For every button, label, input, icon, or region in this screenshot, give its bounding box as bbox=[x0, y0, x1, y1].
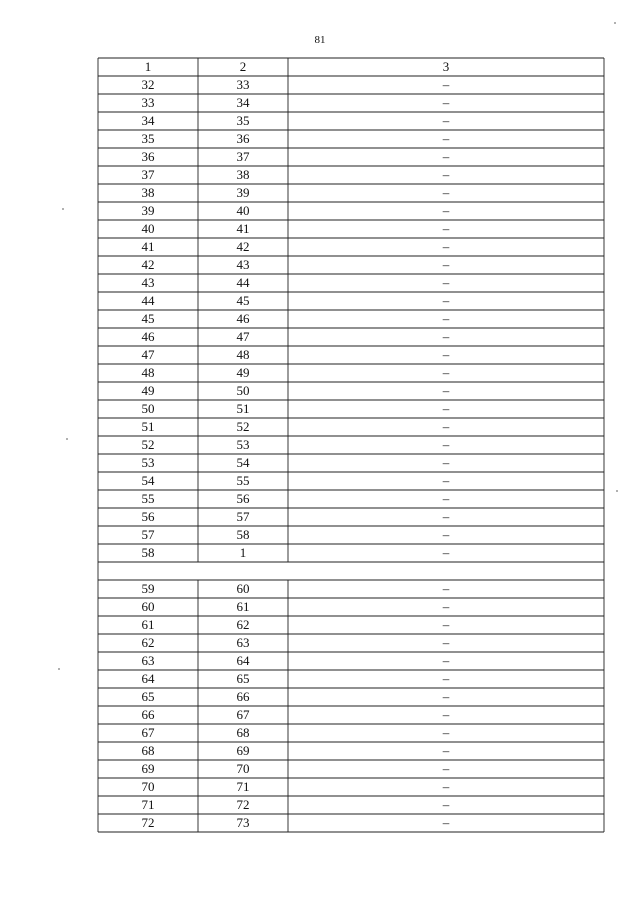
table-cell-col1: 67 bbox=[141, 725, 155, 740]
table-row bbox=[98, 778, 604, 796]
table-row bbox=[98, 184, 604, 202]
table-row bbox=[98, 364, 604, 382]
table-cell-col3: – bbox=[442, 221, 450, 236]
table-cell-col1: 45 bbox=[141, 311, 155, 326]
table-cell-col2: 35 bbox=[236, 113, 250, 128]
table-cell-col2: 36 bbox=[236, 131, 250, 146]
table-cell-col2: 60 bbox=[236, 581, 250, 596]
table-row bbox=[98, 202, 604, 220]
table-cell-col3: – bbox=[442, 797, 450, 812]
table-cell-col3: – bbox=[442, 527, 450, 542]
table-row bbox=[98, 220, 604, 238]
table-cell-col2: 57 bbox=[236, 509, 250, 524]
table-cell-col3: – bbox=[442, 257, 450, 272]
table-cell-col3: – bbox=[442, 707, 450, 722]
table-cell-col1: 58 bbox=[141, 545, 155, 560]
table-cell-col2: 52 bbox=[236, 419, 250, 434]
table-cell-col1: 64 bbox=[141, 671, 155, 686]
table-cell-col2: 66 bbox=[236, 689, 250, 704]
table-cell-col3: – bbox=[442, 473, 450, 488]
table-cell-col1: 43 bbox=[141, 275, 155, 290]
table-row bbox=[98, 724, 604, 742]
table-cell-col1: 65 bbox=[141, 689, 155, 704]
table-cell-col1: 56 bbox=[141, 509, 155, 524]
table-cell-col2: 58 bbox=[236, 527, 250, 542]
table-cell-col1: 63 bbox=[141, 653, 155, 668]
table-cell-col1: 57 bbox=[141, 527, 155, 542]
table-cell-col1: 32 bbox=[141, 77, 155, 92]
table-row bbox=[98, 400, 604, 418]
table-cell-col1: 52 bbox=[141, 437, 155, 452]
table-cell-col3: – bbox=[442, 815, 450, 830]
table-row bbox=[98, 670, 604, 688]
table-cell-col3: – bbox=[442, 77, 450, 92]
table-cell-col3: – bbox=[442, 671, 450, 686]
table-cell-col3: – bbox=[442, 131, 450, 146]
table-cell-col3: – bbox=[442, 239, 450, 254]
table-cell-col2: 61 bbox=[236, 599, 250, 614]
table-cell-col1: 48 bbox=[141, 365, 155, 380]
table-cell-col1: 50 bbox=[141, 401, 155, 416]
table-cell-col3: – bbox=[442, 761, 450, 776]
table-cell-col2: 54 bbox=[236, 455, 250, 470]
table-cell-col2: 43 bbox=[236, 257, 250, 272]
table-row bbox=[98, 742, 604, 760]
table-row bbox=[98, 166, 604, 184]
table-cell-col3: – bbox=[442, 779, 450, 794]
table-cell-col1: 39 bbox=[141, 203, 155, 218]
page-number: 81 bbox=[314, 34, 326, 46]
column-header-2: 2 bbox=[239, 59, 247, 74]
table-cell-col1: 72 bbox=[141, 815, 155, 830]
table-cell-col1: 59 bbox=[141, 581, 155, 596]
table-cell-col2: 55 bbox=[236, 473, 250, 488]
table-cell-col1: 55 bbox=[141, 491, 155, 506]
table-cell-col1: 62 bbox=[141, 635, 155, 650]
table-row bbox=[98, 346, 604, 364]
table-cell-col2: 45 bbox=[236, 293, 250, 308]
table-cell-col2: 44 bbox=[236, 275, 250, 290]
table-cell-col3: – bbox=[442, 455, 450, 470]
column-header-3: 3 bbox=[442, 59, 450, 74]
table-cell-col3: – bbox=[442, 545, 450, 560]
table-row bbox=[98, 94, 604, 112]
table-cell-col2: 67 bbox=[236, 707, 250, 722]
table-cell-col1: 61 bbox=[141, 617, 155, 632]
table-cell-col2: 38 bbox=[236, 167, 250, 182]
table-cell-col1: 36 bbox=[141, 149, 155, 164]
table-cell-col3: – bbox=[442, 743, 450, 758]
table-cell-col3: – bbox=[442, 311, 450, 326]
table-cell-col3: – bbox=[442, 293, 450, 308]
table-cell-col2: 1 bbox=[239, 545, 247, 560]
table-cell-col2: 46 bbox=[236, 311, 250, 326]
table-blank-separator-row bbox=[98, 562, 604, 580]
table-cell-col1: 70 bbox=[141, 779, 155, 794]
table-cell-col2: 37 bbox=[236, 149, 250, 164]
table-row bbox=[98, 418, 604, 436]
table-cell-col3: – bbox=[442, 383, 450, 398]
table-row bbox=[98, 76, 604, 94]
table-cell-col3: – bbox=[442, 437, 450, 452]
table-row bbox=[98, 706, 604, 724]
table-cell-col2: 65 bbox=[236, 671, 250, 686]
table-cell-col1: 41 bbox=[141, 239, 155, 254]
table-cell-col3: – bbox=[442, 365, 450, 380]
table-cell-col1: 54 bbox=[141, 473, 155, 488]
table-cell-col2: 47 bbox=[236, 329, 250, 344]
table-row bbox=[98, 544, 604, 562]
table-cell-col1: 44 bbox=[141, 293, 155, 308]
table-cell-col2: 33 bbox=[236, 77, 250, 92]
table-cell-col2: 68 bbox=[236, 725, 250, 740]
column-header-1: 1 bbox=[144, 59, 152, 74]
table-cell-col3: – bbox=[442, 185, 450, 200]
table-cell-col1: 53 bbox=[141, 455, 155, 470]
table-row bbox=[98, 796, 604, 814]
table-cell-col1: 68 bbox=[141, 743, 155, 758]
table-row bbox=[98, 382, 604, 400]
table-cell-col2: 64 bbox=[236, 653, 250, 668]
table-cell-col3: – bbox=[442, 617, 450, 632]
table-row bbox=[98, 148, 604, 166]
table-cell-col1: 40 bbox=[141, 221, 155, 236]
table-cell-col3: – bbox=[442, 347, 450, 362]
table-row bbox=[98, 526, 604, 544]
table-row bbox=[98, 616, 604, 634]
table-cell-col1: 69 bbox=[141, 761, 155, 776]
table-row bbox=[98, 274, 604, 292]
table-cell-col2: 49 bbox=[236, 365, 250, 380]
table-cell-col3: – bbox=[442, 275, 450, 290]
table-row bbox=[98, 292, 604, 310]
table-row bbox=[98, 472, 604, 490]
table-cell-col2: 40 bbox=[236, 203, 250, 218]
table-cell-col2: 72 bbox=[236, 797, 250, 812]
table-row bbox=[98, 652, 604, 670]
table-row bbox=[98, 634, 604, 652]
table-cell-col1: 46 bbox=[141, 329, 155, 344]
table-cell-col1: 47 bbox=[141, 347, 155, 362]
table-cell-col3: – bbox=[442, 167, 450, 182]
table-cell-col3: – bbox=[442, 113, 450, 128]
table-row bbox=[98, 814, 604, 832]
table-row bbox=[98, 598, 604, 616]
table-cell-col2: 71 bbox=[236, 779, 250, 794]
table-row bbox=[98, 328, 604, 346]
table-cell-col3: – bbox=[442, 653, 450, 668]
table-row bbox=[98, 490, 604, 508]
table-cell-col2: 51 bbox=[236, 401, 250, 416]
table-row bbox=[98, 580, 604, 598]
table-cell-col1: 66 bbox=[141, 707, 155, 722]
table-cell-col2: 53 bbox=[236, 437, 250, 452]
table-row bbox=[98, 238, 604, 256]
table-cell-col3: – bbox=[442, 689, 450, 704]
table-cell-col1: 33 bbox=[141, 95, 155, 110]
table-header-row bbox=[98, 58, 604, 76]
table-cell-col3: – bbox=[442, 635, 450, 650]
table-cell-col1: 35 bbox=[141, 131, 155, 146]
table-cell-col2: 34 bbox=[236, 95, 250, 110]
table-cell-col1: 34 bbox=[141, 113, 155, 128]
table-row bbox=[98, 508, 604, 526]
table-cell-col1: 42 bbox=[141, 257, 155, 272]
table-cell-col1: 51 bbox=[141, 419, 155, 434]
table-cell-col2: 73 bbox=[236, 815, 250, 830]
table-cell-col1: 37 bbox=[141, 167, 155, 182]
table-cell-col2: 42 bbox=[236, 239, 250, 254]
table-row bbox=[98, 688, 604, 706]
table-cell-col2: 50 bbox=[236, 383, 250, 398]
table-row bbox=[98, 130, 604, 148]
table-cell-col3: – bbox=[442, 149, 450, 164]
table-cell-col2: 56 bbox=[236, 491, 250, 506]
table-cell-col1: 60 bbox=[141, 599, 155, 614]
table-cell-col3: – bbox=[442, 419, 450, 434]
table-cell-col3: – bbox=[442, 203, 450, 218]
table-cell-col1: 49 bbox=[141, 383, 155, 398]
table-cell-col2: 63 bbox=[236, 635, 250, 650]
table-cell-col2: 69 bbox=[236, 743, 250, 758]
table-cell-col2: 70 bbox=[236, 761, 250, 776]
table-cell-col2: 41 bbox=[236, 221, 250, 236]
table-cell-col3: – bbox=[442, 581, 450, 596]
table-row bbox=[98, 112, 604, 130]
table-cell-col3: – bbox=[442, 599, 450, 614]
table-row bbox=[98, 310, 604, 328]
table-cell-col3: – bbox=[442, 401, 450, 416]
table-row bbox=[98, 454, 604, 472]
table-cell-col2: 39 bbox=[236, 185, 250, 200]
table-cell-col3: – bbox=[442, 329, 450, 344]
table-cell-col1: 38 bbox=[141, 185, 155, 200]
table-row bbox=[98, 256, 604, 274]
table-cell-col3: – bbox=[442, 725, 450, 740]
table-cell-col3: – bbox=[442, 491, 450, 506]
table-row bbox=[98, 436, 604, 454]
table-cell-col3: – bbox=[442, 95, 450, 110]
table-cell-col3: – bbox=[442, 509, 450, 524]
table-cell-col1: 71 bbox=[141, 797, 155, 812]
table-cell-col2: 48 bbox=[236, 347, 250, 362]
table-row bbox=[98, 760, 604, 778]
table-cell-col2: 62 bbox=[236, 617, 250, 632]
